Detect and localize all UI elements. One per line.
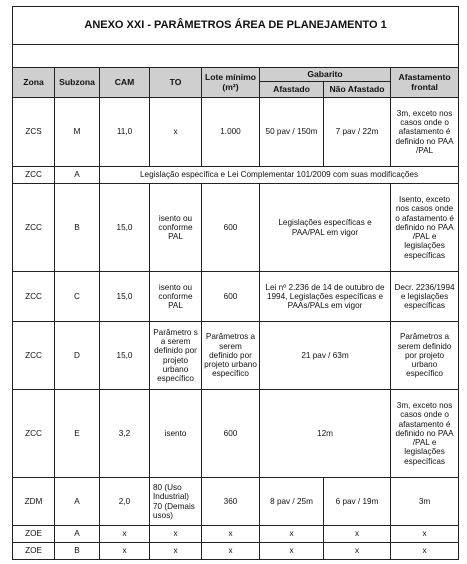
cell-subzona: C	[55, 272, 100, 322]
cell-subzona: B	[55, 184, 100, 272]
cell-cam: 11,0	[100, 98, 150, 167]
header-zona: Zona	[13, 68, 55, 98]
cell-cam: x	[100, 543, 150, 560]
cell-lote: 600	[202, 390, 260, 478]
cell-zona: ZCC	[13, 272, 55, 322]
table-row	[13, 184, 459, 272]
title-spacer	[13, 45, 459, 68]
cell-subzona: A	[55, 526, 100, 543]
cell-nao-afastado: 6 pav / 19m	[324, 478, 391, 526]
cell-to: isento ou conforme PAL	[150, 272, 202, 322]
header-afastamento-frontal: Afastamento frontal	[391, 68, 459, 98]
header-nao-afastado: Não Afastado	[324, 82, 391, 98]
table-row	[13, 526, 459, 543]
table-row	[13, 543, 459, 560]
cell-merged-note: Legislação específica e Lei Complementar 101/2009 com suas modificações	[100, 167, 459, 184]
cell-to: 80 (Uso Industrial) 70 (Demais usos)	[150, 478, 202, 526]
table-row	[13, 272, 459, 322]
cell-to: x	[150, 543, 202, 560]
cell-cam: 15,0	[100, 184, 150, 272]
cell-afastamento: x	[391, 543, 459, 560]
cell-afastado: x	[260, 526, 324, 543]
cell-subzona: A	[55, 167, 100, 184]
cell-zona: ZCC	[13, 167, 55, 184]
cell-afastamento: Parâmetros a serem definido por projeto urbano específico	[391, 322, 459, 390]
cell-gabarito: 21 pav / 63m	[260, 322, 391, 390]
header-lote-minimo: Lote mínimo (m²)	[202, 68, 260, 98]
table-row	[13, 390, 459, 478]
cell-gabarito: Lei nº 2.236 de 14 de outubro de 1994, Legislações específicas e PAAs/PALs em vigor	[260, 272, 391, 322]
header-cam: CAM	[100, 68, 150, 98]
header-gabarito: Gabarito	[260, 68, 391, 82]
cell-afastamento: Decr. 2236/1994 e legislações específicas	[391, 272, 459, 322]
cell-afastamento: Isento, exceto nos casos onde o afastamento é definido no PAA /PAL e legislações específicas	[391, 184, 459, 272]
cell-nao-afastado: x	[324, 526, 391, 543]
table-row	[13, 478, 459, 526]
cell-afastado: x	[260, 543, 324, 560]
cell-cam: 2,0	[100, 478, 150, 526]
cell-lote: x	[202, 526, 260, 543]
cell-to: x	[150, 98, 202, 167]
cell-zona: ZCC	[13, 322, 55, 390]
cell-gabarito: Legislações específicas e PAA/PAL em vigor	[260, 184, 391, 272]
cell-afastamento: x	[391, 526, 459, 543]
cell-cam: 15,0	[100, 272, 150, 322]
cell-afastamento: 3m, exceto nos casos onde o afastamento é definido no PAA /PAL	[391, 98, 459, 167]
cell-lote: x	[202, 543, 260, 560]
cell-lote: 600	[202, 184, 260, 272]
header-to: TO	[150, 68, 202, 98]
cell-cam: x	[100, 526, 150, 543]
cell-cam: 3,2	[100, 390, 150, 478]
cell-subzona: A	[55, 478, 100, 526]
cell-nao-afastado: x	[324, 543, 391, 560]
cell-afastado: 50 pav / 150m	[260, 98, 324, 167]
table-row	[13, 167, 459, 184]
cell-nao-afastado: 7 pav / 22m	[324, 98, 391, 167]
cell-lote: Parâmetros a serem definido por projeto urbano específico	[202, 322, 260, 390]
cell-afastamento: 3m	[391, 478, 459, 526]
cell-lote: 600	[202, 272, 260, 322]
cell-zona: ZDM	[13, 478, 55, 526]
header-afastado: Afastado	[260, 82, 324, 98]
cell-subzona: B	[55, 543, 100, 560]
table-title: ANEXO XXI - PARÂMETROS ÁREA DE PLANEJAMENTO 1	[13, 7, 459, 45]
cell-zona: ZOE	[13, 526, 55, 543]
cell-to: x	[150, 526, 202, 543]
header-subzona: Subzona	[55, 68, 100, 98]
cell-lote: 360	[202, 478, 260, 526]
cell-subzona: D	[55, 322, 100, 390]
cell-subzona: M	[55, 98, 100, 167]
cell-afastado: 8 pav / 25m	[260, 478, 324, 526]
cell-to: isento ou conforme PAL	[150, 184, 202, 272]
cell-to: isento	[150, 390, 202, 478]
cell-zona: ZCC	[13, 184, 55, 272]
cell-zona: ZCC	[13, 390, 55, 478]
cell-gabarito: 12m	[260, 390, 391, 478]
cell-zona: ZOE	[13, 543, 55, 560]
cell-subzona: E	[55, 390, 100, 478]
parameters-table	[12, 6, 459, 560]
cell-afastamento: 3m, exceto nos casos onde o afastamento é definido no PAA /PAL e legislações específicas	[391, 390, 459, 478]
cell-zona: ZCS	[13, 98, 55, 167]
cell-to: Parâmetro s a serem definido por projeto urbano específico	[150, 322, 202, 390]
cell-cam: 15,0	[100, 322, 150, 390]
cell-lote: 1.000	[202, 98, 260, 167]
table-row	[13, 322, 459, 390]
table-row	[13, 98, 459, 167]
